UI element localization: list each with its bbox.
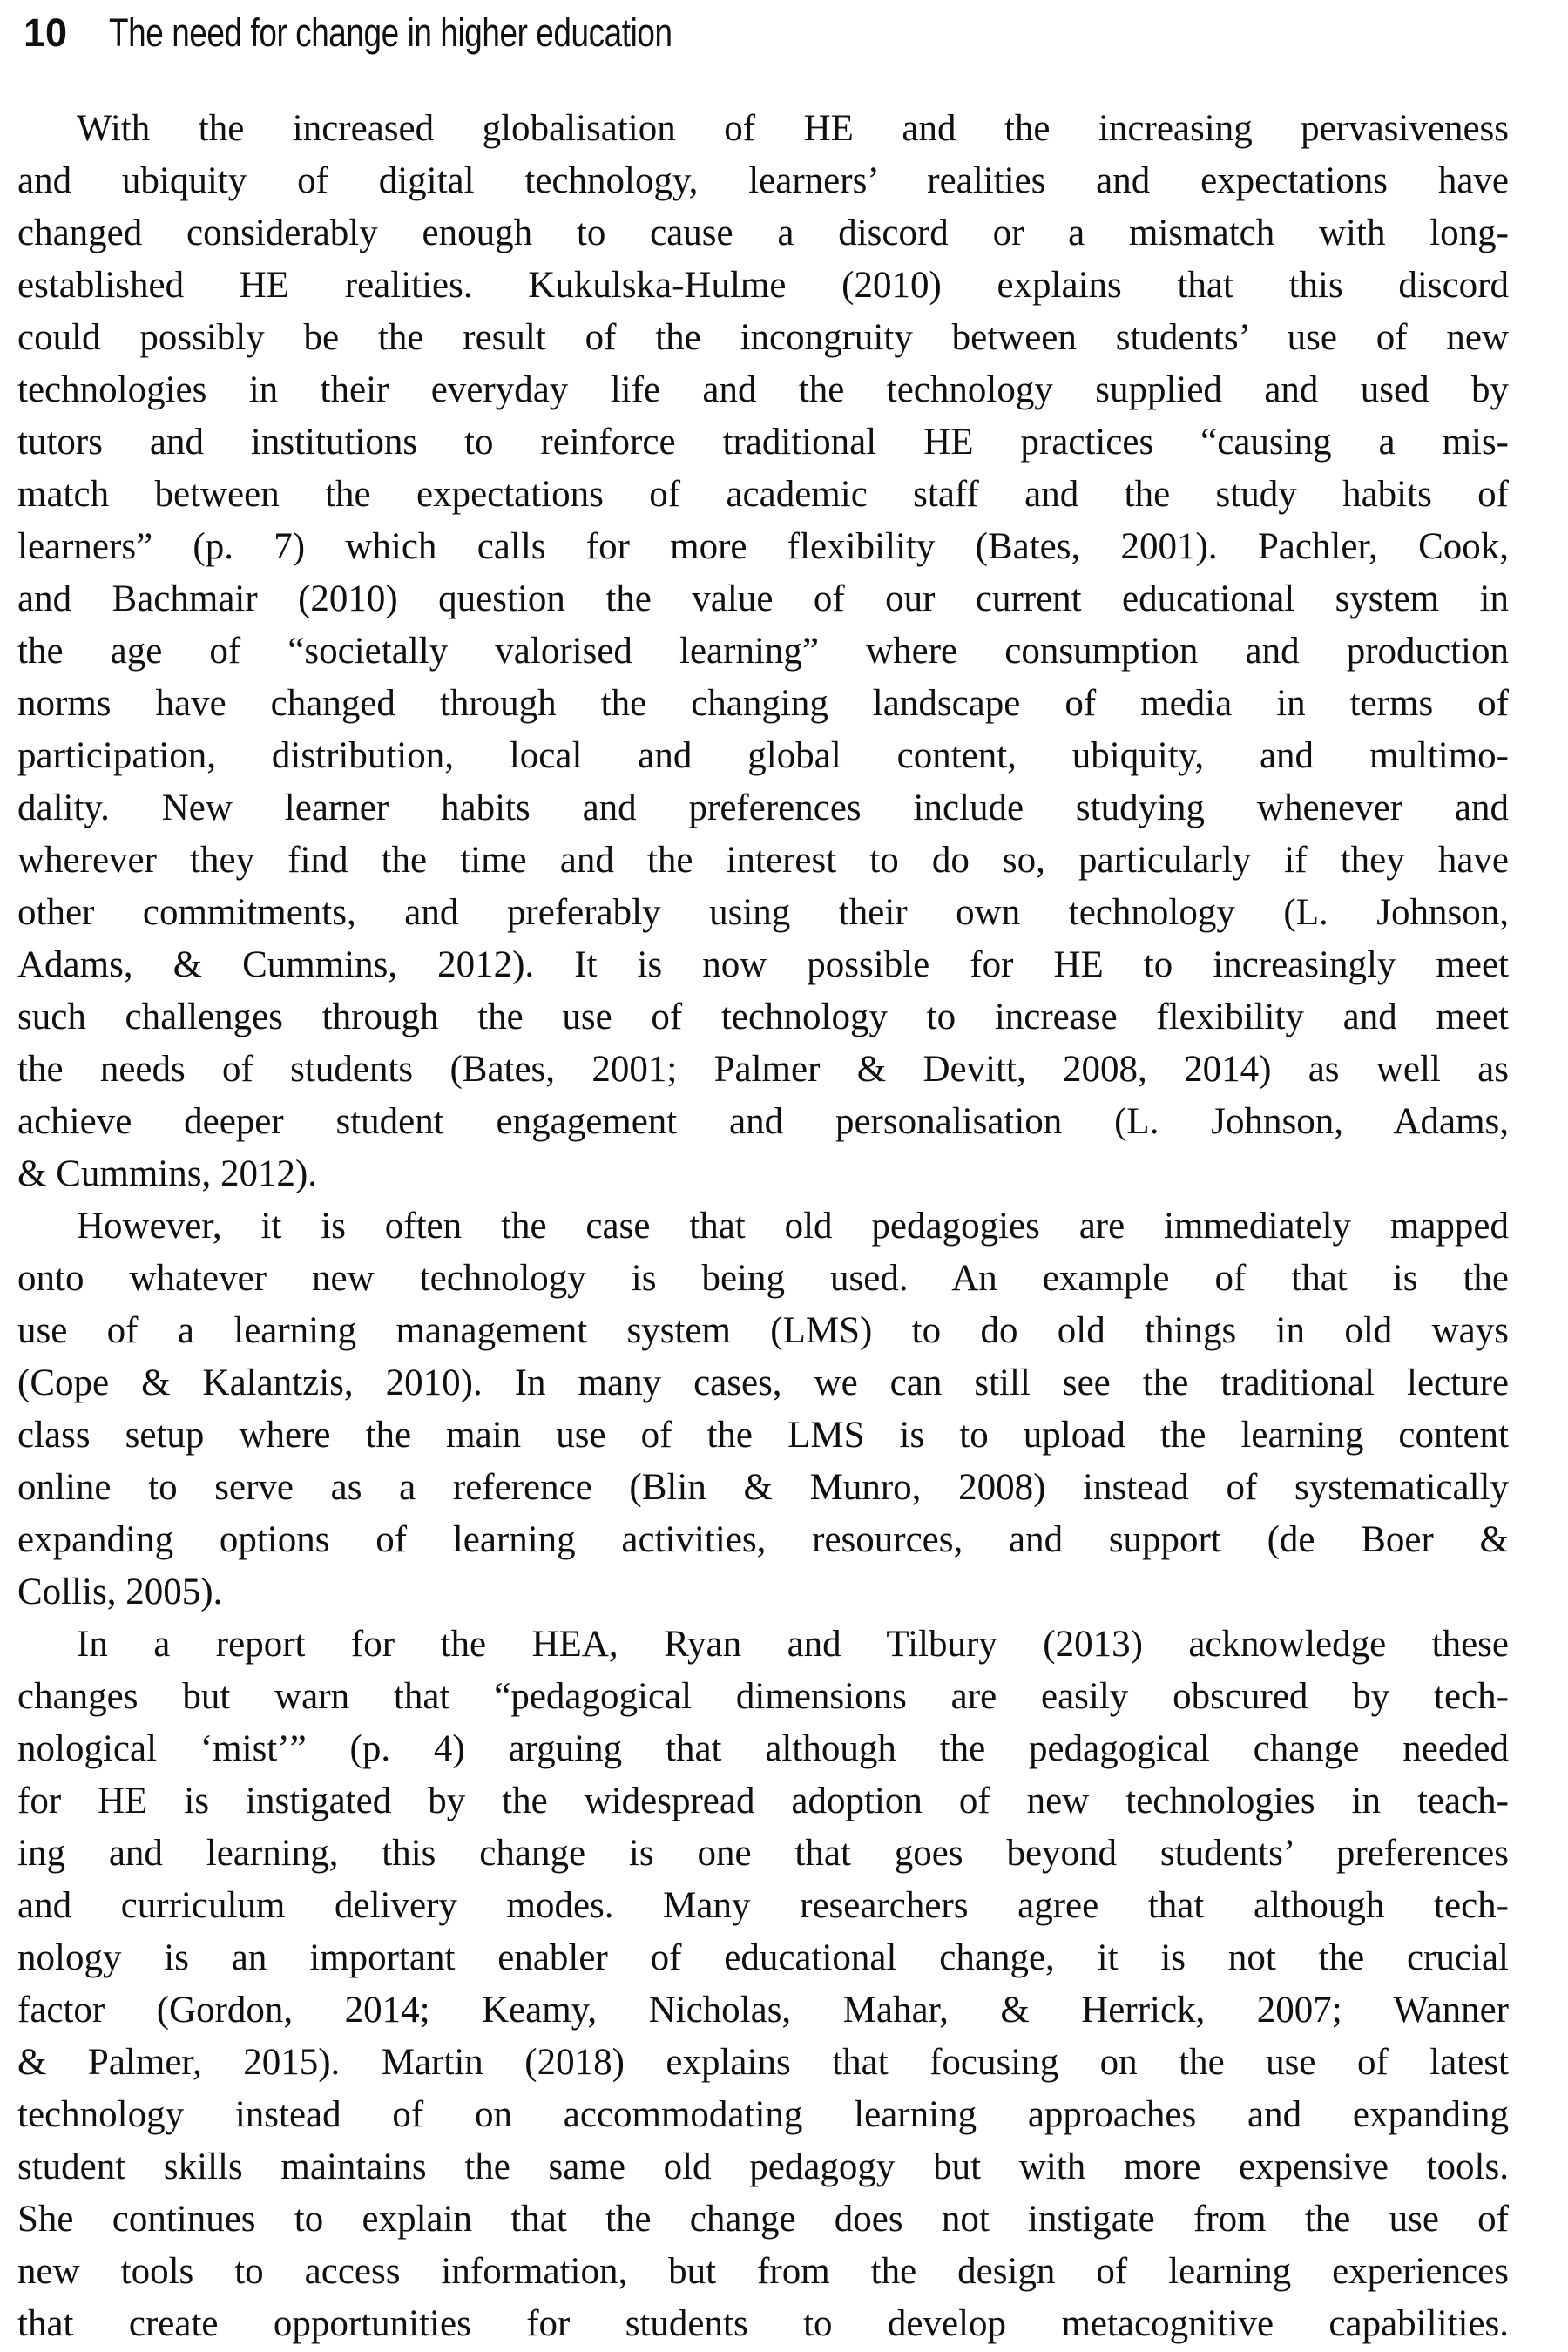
text-line: and curriculum delivery modes. Many researchers agree that although tech-: [17, 1885, 1509, 1926]
text-line: factor (Gordon, 2014; Keamy, Nicholas, Mahar, & Herrick, 2007; Wanner: [17, 1990, 1509, 2031]
text-line: onto whatever new technology is being used. An example of that is the: [17, 1258, 1509, 1299]
text-line: the age of “societally valorised learning” where consumption and production: [17, 631, 1509, 672]
text-line: class setup where the main use of the LMS is to upload the learning content: [17, 1415, 1509, 1456]
text-line: other commitments, and preferably using their own technology (L. Johnson,: [17, 892, 1509, 933]
text-line: & Cummins, 2012).: [17, 1153, 318, 1194]
text-line: could possibly be the result of the incongruity between students’ use of new: [17, 317, 1509, 358]
text-line: (Cope & Kalantzis, 2010). In many cases, we can still see the traditional lecture: [17, 1362, 1509, 1403]
text-line: online to serve as a reference (Blin & Munro, 2008) instead of systematically: [17, 1467, 1509, 1508]
text-line: established HE realities. Kukulska-Hulme (2010) explains that this discord: [17, 265, 1509, 306]
text-line: changed considerably enough to cause a discord or a mismatch with long-: [17, 213, 1509, 253]
page-body: [17, 103, 1509, 2350]
running-header: [24, 10, 796, 56]
text-line: nological ‘mist’” (p. 4) arguing that although the pedagogical change needed: [17, 1728, 1509, 1769]
paragraph-1: [17, 103, 1509, 1200]
text-line: the needs of students (Bates, 2001; Palmer & Devitt, 2008, 2014) as well as: [17, 1049, 1509, 1090]
text-line: She continues to explain that the change does not instigate from the use of: [17, 2199, 1509, 2240]
text-line: & Palmer, 2015). Martin (2018) explains that focusing on the use of latest: [17, 2042, 1509, 2083]
text-line: new tools to access information, but from the design of learning experiences: [17, 2251, 1509, 2292]
text-line: Collis, 2005).: [17, 1571, 223, 1612]
text-line: for HE is instigated by the widespread adoption of new technologies in teach-: [17, 1781, 1509, 1821]
text-line: tutors and institutions to reinforce traditional HE practices “causing a mis-: [17, 422, 1509, 463]
text-line: such challenges through the use of technology to increase flexibility and meet: [17, 997, 1509, 1037]
text-line: and Bachmair (2010) question the value of our current educational system in: [17, 578, 1509, 619]
text-line: participation, distribution, local and global content, ubiquity, and multimo-: [17, 735, 1509, 776]
page-number: 10: [24, 10, 68, 55]
text-line: expanding options of learning activities, resources, and support (de Boer &: [17, 1519, 1509, 1560]
text-line: wherever they find the time and the interest to do so, particularly if they have: [17, 840, 1509, 881]
text-line: use of a learning management system (LMS) to do old things in old ways: [17, 1310, 1509, 1351]
paragraph-3: [17, 1619, 1509, 2350]
paragraph-2: [17, 1200, 1509, 1619]
text-line: and ubiquity of digital technology, learners’ realities and expectations have: [17, 160, 1509, 201]
text-line: ing and learning, this change is one that goes beyond students’ preferences: [17, 1833, 1509, 1874]
text-line: match between the expectations of academic staff and the study habits of: [17, 474, 1509, 515]
text-line: technology instead of on accommodating learning approaches and expanding: [17, 2094, 1509, 2135]
text-line: nology is an important enabler of educational change, it is not the crucial: [17, 1937, 1509, 1978]
text-line: norms have changed through the changing landscape of media in terms of: [17, 683, 1509, 724]
text-line: achieve deeper student engagement and personalisation (L. Johnson, Adams,: [17, 1101, 1509, 1142]
text-line: Adams, & Cummins, 2012). It is now possible for HE to increasingly meet: [17, 944, 1509, 985]
text-line: technologies in their everyday life and the technology supplied and used by: [17, 369, 1509, 410]
running-head-title: The need for change in higher education: [109, 10, 672, 55]
text-line: In a report for the HEA, Ryan and Tilbury (2013) acknowledge these: [77, 1624, 1509, 1665]
text-line: changes but warn that “pedagogical dimensions are easily obscured by tech-: [17, 1676, 1509, 1717]
text-line: dality. New learner habits and preferences include studying whenever and: [17, 787, 1509, 828]
text-line: that create opportunities for students to develop metacognitive capabilities.: [17, 2303, 1509, 2344]
text-line: However, it is often the case that old pedagogies are immediately mapped: [77, 1206, 1509, 1247]
text-line: With the increased globalisation of HE and the increasing pervasiveness: [77, 108, 1509, 149]
text-line: learners” (p. 7) which calls for more flexibility (Bates, 2001). Pachler, Cook,: [17, 526, 1509, 567]
text-line: student skills maintains the same old pedagogy but with more expensive tools.: [17, 2146, 1509, 2187]
